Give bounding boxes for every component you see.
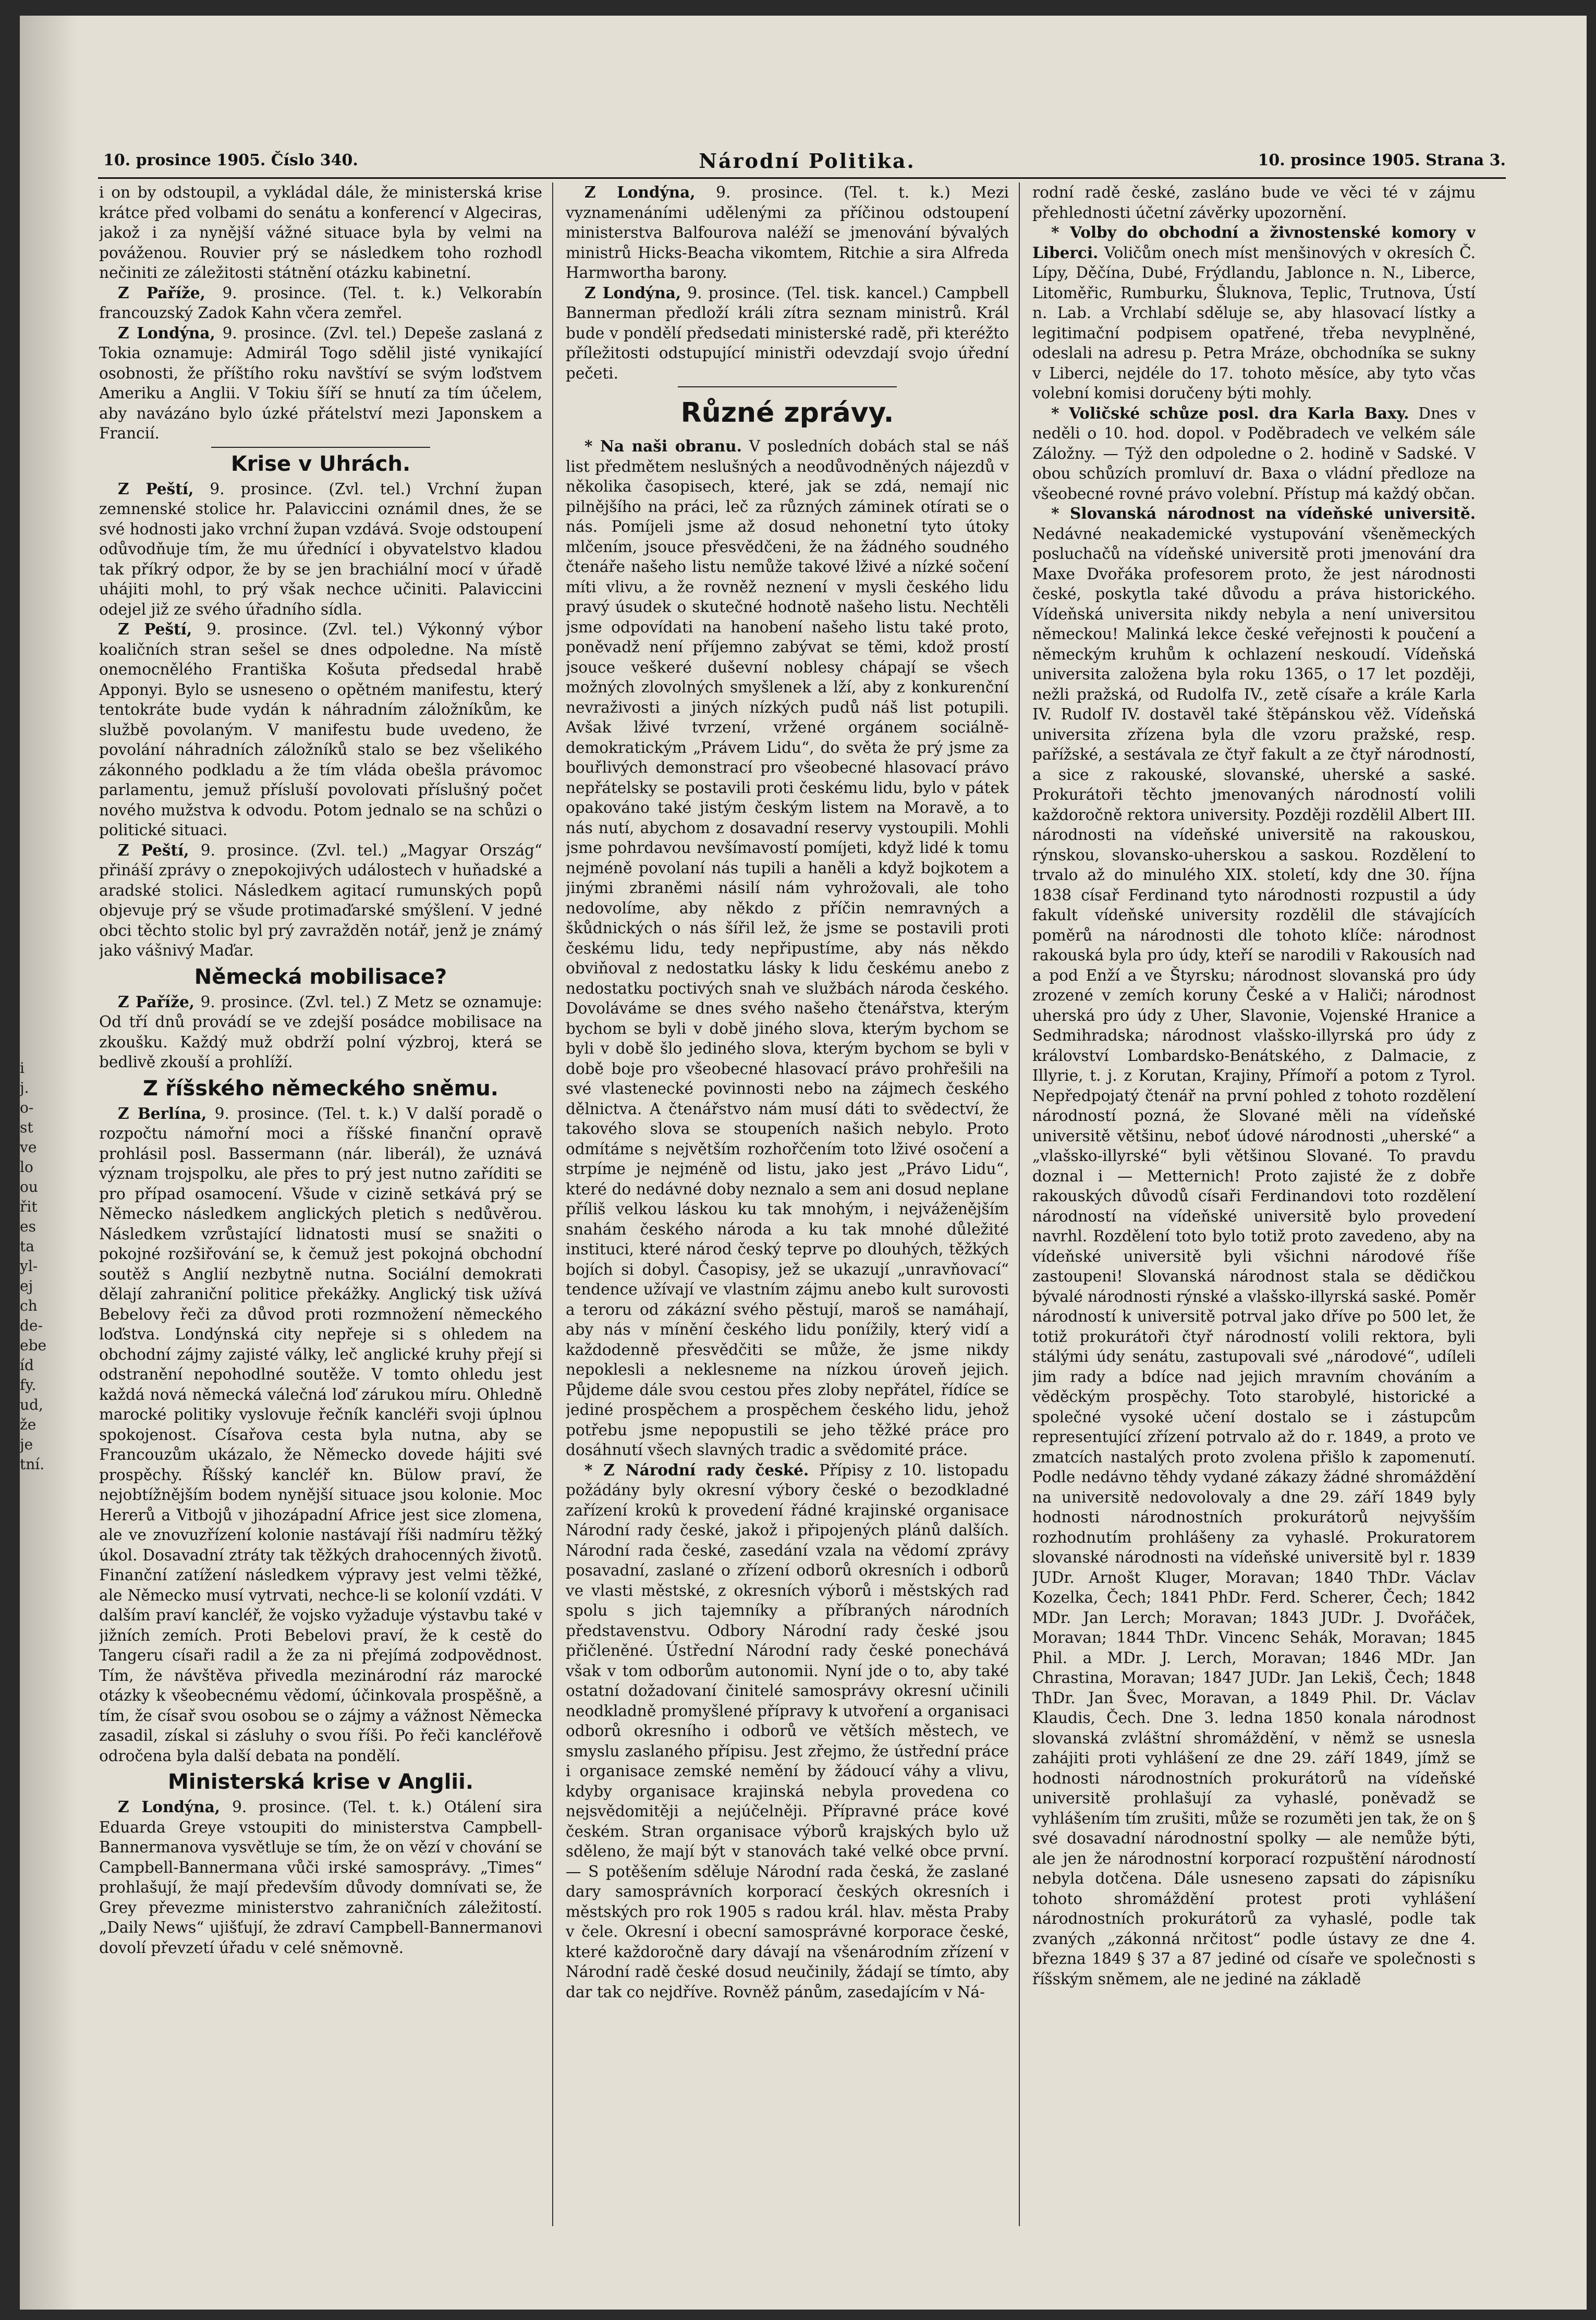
article-paragraph: * Voličské schůze posl. dra Karla Baxy. Dnes v neděli o 10. hod. dopol. v Poděbradech ve velkém sále Záložny. — Týž den odpoledne o 2. hodině v Sadské. V obou schůzích promluví dr. Baxa o vládní předloze na všeobecné rovné právo volební. Přístup má každý občan.	[1032, 404, 1476, 503]
margin-fragment: tní.	[20, 1456, 45, 1473]
margin-fragment: řit	[20, 1198, 38, 1215]
article-paragraph: Z Paříže, 9. prosince. (Tel. t. k.) Velkorabín francouzský Zadok Kahn včera zemřel.	[99, 283, 542, 322]
margin-fragment: de-	[20, 1317, 43, 1334]
article-paragraph: Z Peští, 9. prosince. (Zvl. tel.) Vrchní župan zemnenské stolice hr. Palaviccini oznámil dnes, že se své hodnosti jako vrchní župan vzdává. Svoje odstoupení odůvodňuje tím, že mu úřednící i obyvatelstvo kladou tak příkrý odpor, že by se jen brachiální mocí v úřadě uhájiti mohl, to prý však nechce učiniti. Palaviccini odejel již ze svého úřadního sídla.	[99, 479, 542, 618]
margin-fragment: o-	[20, 1099, 34, 1116]
margin-fragment: že	[20, 1416, 36, 1433]
margin-fragment: yl-	[20, 1257, 38, 1275]
margin-fragment: ej	[20, 1277, 33, 1295]
masthead-title: Národní Politika.	[699, 149, 916, 173]
article-paragraph: Z Londýna, 9. prosince. (Zvl. tel.) Depeše zaslaná z Tokia oznamuje: Admirál Togo sdělil jisté vynikající osobnosti, že příštího roku navštíví se svým loďstvem Ameriku a Anglii. V Tokiu šíří se hnutí za tím účelem, aby navázáno bylo úzké přátelství mezi Japonskem a Francií.	[99, 323, 542, 442]
headline-nemecka-mobilisace: Německá mobilisace?	[194, 964, 447, 989]
article-paragraph: Z Peští, 9. prosince. (Zvl. tel.) „Magyar Ország“ přináší zprávy o znepokojivých událostech v huňadské a aradské stolici. Následkem agitací rumunských popů objevuje prý se všude protimaďarské smýšlení. V jedné obci těchto stolic byl prý zavražděn notář, jenž je známý jako vášnivý Maďar.	[99, 840, 542, 959]
article-paragraph: rodní radě české, zasláno bude ve věci té v zájmu přehlednosti účetní závěrky upozornění.	[1032, 184, 1476, 222]
article-paragraph: * Slovanská národnost na vídeňské universitě. Nedávné neakademické vystupování všeněmeckých posluchačů na vídeňské universitě proti jmenování dra Maxe Dvořáka profesorem proto, že jest národnosti české, poskytla také důvodu a práva historického. Vídeňská universita nikdy nebyla a není universitou německou! Malinká lekce české veřejnosti k poučení a německým kruhům k ochlazení neskoudí. Vídeňská universita založena byla roku 1365, o 17 let později, nežli pražská, od Rudolfa IV., zetě císaře a krále Karla IV. Rudolf IV. dostavěl také štěpánskou věž. Vídeňská universita zřízena byla dle vzoru pražské, resp. pařížské, a sestávala ze čtyř fakult a ze čtyř národností, a sice z rakouské, slovanské, uherské a saské. Prokurátoři těchto jmenovaných národností volili každoročně rektora university. Později rozdělil Albert III. národnosti na vídeňské universitě na rakouskou, rýnskou, slovansko-uherskou a saskou. Rozdělení to trvalo až do minulého XIX. století, kdy dne 30. října 1838 císař Ferdinand tyto národnosti rozpustil a údy fakult vídeňské university rozdělil dle stávajících poměrů na národnosti dle tohoto klíče: národnost rakouská byla pro údy, kteří se narodili v Rakousích nad a pod Enží a ve Štyrsku; národnost slovanská pro údy zrozené v zemích koruny České a v Haliči; národnost uherská pro údy z Uher, Slavonie, Vojenské Hranice a Sedmihradska; národnost vlašsko-illyrská pro údy z království Lombardsko-Benátského, z Dalmacie, z Illyrie, t. j. z Korutan, Krajiny, Přímoří a potom z Tyrol. Nepředpojatý čtenář na první pohled z tohoto rozdělení národností pozná, že Slované měli na vídeňské universitě většinu, neboť údové národnosti „uherské“ a „vlašsko-illyrské“ byli většinou Slované. To pravdu doznal i — Metternich! Proto zajisté že z dobře rakouských důvodů císaři Ferdinandovi toto rozdělení národností na vídeňské universitě bylo provedení navrhl. Rozdělení toto bylo totiž proto zavedeno, aby na vídeňské universitě byli všichni národové říše zastoupeni! Slovanská národnost stala se dědičkou bývalé národnosti rýnské a vlašsko-illyrská saské. Poměr národností k universitě potrval jako dříve po 500 let, že totiž prokurátoři čtyř národností volili rektora, byli stálými údy senátu, zastupovali své „národové“, udíleli jim rady a bdíce nad jejich mravním chováním a věděckým prospěchy. Toto starobylé, historické a společné vysoké učení dostalo se i zástupcům representující zřízení potrvalo až do r. 1849, a proto ve zmatcích nastalých proto zvolena přišlo k zapomenutí. Podle nedávno těhdy vydané zákazy žádné shromáždění na universitě nedovolovaly a dne 29. září 1849 byly hodnosti národnostních prokurátorů nejvyšším rozhodnutím prohlášeny za vyhaslé. Prokuratorem slovanské národnosti na vídeňské universitě byl r. 1839 JUDr. Arnošt Kluger, Moravan; 1840 ThDr. Václav Kozelka, Čech; 1841 PhDr. Ferd. Scherer, Čech; 1842 MDr. Jan Lerch; Moravan; 1843 JUDr. J. Dvořáček, Moravan; 1844 ThDr. Vincenc Sehák, Moravan; 1845 Phil. a MDr. J. Lerch, Moravan; 1846 MDr. Jan Chrastina, Moravan; 1847 JUDr. Jan Lekiš, Čech; 1848 ThDr. Jan Švec, Moravan, a 1849 Phil. Dr. Václav Klaudis, Čech. Dne 3. ledna 1850 konala národnost slovanská zvláštní shromáždění, v němž se usnesla zahájiti proti vyhlášení ze dne 29. září 1849, jímž se hodnosti národnostních prokurátorů na vídeňské universitě prohlašují za vyhaslé, poněvadž se vyhlášením tím zrušiti, může se rozuměti jen tak, že on § své dosavadní národnostní spolky — ale nemůže býti, ale jen že národnostní korporací rozpuštění národností nebyla dotčena. Dále usneseno zapsati do zápisníku tohoto shromáždění protest proti vyhlášení národnostních prokurátorů za vyhaslé, podle tak zvaných „zákonná nrčitost“ podle ústavy ze dne 4. března 1849 § 37 a 87 jediné od císaře ve společnosti s říšským sněmem, ale ne jediné na základě	[1032, 504, 1476, 1988]
header-date-page: 10. prosince 1905. Strana 3.	[1258, 151, 1506, 169]
headline-krise-v-uhrach: Krise v Uhrách.	[230, 451, 411, 476]
margin-fragment: ch	[20, 1297, 38, 1314]
margin-fragment: es	[20, 1218, 36, 1235]
section-rule	[678, 386, 897, 387]
page-header	[98, 146, 1506, 179]
margin-fragment: j.	[20, 1079, 29, 1096]
margin-fragment: je	[20, 1436, 33, 1453]
section-rule	[211, 447, 430, 448]
article-paragraph: Z Paříže, 9. prosince. (Zvl. tel.) Z Metz se oznamuje: Od tří dnů provádí se ve zdejší posádce mobilisace na zkoušku. Každý muž obdrží polní výzbroj, která se bedlivě zkouší a prohlíží.	[99, 992, 542, 1071]
article-paragraph: i on by odstoupil, a vykládal dále, že ministerská krise krátce před volbami do senátu a konferencí v Algeciras, jakož i za nynější vážné situace byla by velmi na pováženou. Rouvier prý se následkem toho rozhodl nečiniti ze záležitosti státnění otázku kabinetní.	[99, 184, 542, 282]
margin-fragment: ud,	[20, 1396, 43, 1413]
margin-fragment: st	[20, 1119, 33, 1136]
margin-fragment: íd	[20, 1357, 34, 1374]
article-paragraph: Z Londýna, 9. prosince. (Tel. t. k.) Otálení sira Eduarda Greye vstoupiti do ministerstva Campbell-Bannermanova vysvětluje se tím, že on vězí v chování se Campbell-Bannermana vůči irské samosprávy. „Times“ prohlašují, že mají především důvody domnívati se, že Grey převezme ministerstvo zahraničních záležitostí. „Daily News“ ujišťují, že zdraví Campbell-Bannermanovi dovolí převzetí úřadu v celé sněmovně.	[99, 1798, 542, 1957]
newspaper-page	[20, 16, 1587, 2310]
margin-fragment: ebe	[20, 1337, 47, 1354]
article-paragraph: Z Londýna, 9. prosince. (Tel. tisk. kancel.) Campbell Bannerman předloží králi zítra seznam ministrů. Král bude v pondělí předsedati ministerské radě, při kteréžto příležitosti odstupující ministři odevzdají svojo úřední pečeti.	[566, 283, 1009, 382]
column-1	[99, 182, 542, 2247]
article-paragraph: Z Berlína, 9. prosince. (Tel. t. k.) V další poradě o rozpočtu námořní moci a říšské finanční opravě prohlásil posl. Bassermann (nár. liberál), že uznává význam trojspolku, ale přes to prý jest nutno zaříditi se pro případ osamocení. Všude v cizině setkává prý se Německo následkem anglických pletich s nedůvěrou. Následkem vzrůstající lidnatosti musí se snažiti o pokojné rozšiřování se, k čemuž jest pokojná obchodní soutěž s Anglií nezbytně nutna. Sociální demokrati dělají zahraniční politice překážky. Anglický tisk užívá Bebelovy řeči za důvod proti rozmnožení německého loďstva. Londýnská city nepřeje si s ohledem na obchodní zájmy zajisté války, leč anglické kruhy přejí si odstranění nepohodlné soutěže. V tomto ohledu jest každá nová německá válečná loď zárukou míru. Ohledně marocké politiky vyslovuje řečník kancléři svoji úplnou spokojenost. Císařova cesta byla nutna, aby se Francouzům ukázalo, že Německo dovede hájiti své prospěchy. Říšský kancléř kn. Bülow praví, že nejobtížnějším bodem nynější situace jsou kolonie. Moc Hererů a Vitbojů v jihozápadní Africe jest sice zlomena, ale ve znovuzřízení kolonie nastávají říši nadmíru těžký úkol. Dosavadní ztráty tak těžkých drahocenných životů. Finanční zatížení následkem výpravy jest velmi těžké, ale Německo musí vytrvati, nechce-li se koloníí vzdáti. V dalším praví kancléř, že vojsko vyžaduje výstavbu také v jižních zemích. Proti Bebelovi praví, že k cestě do Tangeru císaři radil a že za ni přejímá zodpovědnost. Tím, že návštěva přivedla mezinárodní ráz marocké otázky k všeobecnému vědomí, účinkovala prospěšně, a tím, že císař svou osobou se o zájmy a vážnost Německa zasadil, získal si zásluhy o svou říši. Po řeči kancléřově odročena byla další debata na pondělí.	[99, 1104, 542, 1765]
margin-fragment: fy.	[20, 1376, 36, 1394]
headline-ruzne-zpravy: Různé zprávy.	[680, 397, 894, 429]
headline-risskeho-snemu: Z říšského německého sněmu.	[143, 1076, 498, 1101]
column-3	[1032, 182, 1476, 2247]
article-paragraph: * Volby do obchodní a živnostenské komory v Liberci. Voličům onech míst menšinových v okresích Č. Lípy, Děčína, Dubé, Frýdlandu, Jablonce n. N., Liberce, Litoměřic, Rumburku, Šluknova, Teplic, Trutnova, Ústí n. Lab. a Vrchlabí sděluje se, aby hlasovací lístky a legitimační podpisem opatřené, třeba nevyplněné, odeslali na adresu p. Petra Mráze, obchodníka se sukny v Liberci, nejdéle do 17. tohoto měsíce, aby tyto včas volební komisi doručeny býti mohly.	[1032, 223, 1476, 402]
column-divider	[1019, 182, 1020, 2226]
header-date-issue: 10. prosince 1905. Číslo 340.	[103, 151, 358, 169]
margin-fragment: ou	[20, 1178, 38, 1195]
headline-krise-v-anglii: Ministerská krise v Anglii.	[167, 1770, 474, 1794]
article-paragraph: * Z Národní rady české. Přípisy z 10. listopadu požádány byly okresní výbory české o bezodkladné zařízení krokû k provedení řádné krajinské organisace Národní rady české, jakož i připojených plánů dalších. Národní rada české, zasedání vzala na vědomí zprávy posavadní, zaslané o zřízení odborů okresních i odborů ve vlasti městské, z okresních výborů i městských rad spolu s jich tajemníky a příbraných národních představenstvu. Odbory Národní rady české jsou přičleněné. Ústřední Národní rady české ponechává však v tom odborům autonomii. Nyní jde o to, aby také ostatní dožadovaní činitelé samosprávy okresní učinili neodkladně promyšlené přípravy k utvoření a organisaci odborů okresního i odborů ve větších městech, ve smyslu zaslaného přípisu. Jest zřejmo, že ústřední práce i organisace zemské nemění by žádoucí váhy a vlivu, kdyby organisace krajinská nebyla provedena co nejsvědomitěji a nejúčelněji. Přípravné práce kové českém. Stran organisace výborů krajských bylo už sděleno, že mají být v stanovách také velké obce první. — S potěšením sděluje Národní rada česká, že zaslané dary samosprávních korporací českých okresních i městských pro rok 1905 s radou král. hlav. města Praby v čele. Okresní i obecní samosprávné korporace české, které každoročně dary dávají na všenárodním zřízení v Národní radě české dosud neučinily, žádají se tímto, aby dar tak co nejdříve. Rovněž pánům, zasedajícím v Ná-	[566, 1460, 1009, 2001]
article-paragraph: Z Peští, 9. prosince. (Zvl. tel.) Výkonný výbor koaličních stran sešel se dnes odpoledne. Na místě onemocnělého Františka Košuta předsedal hrabě Apponyi. Bylo se usneseno o opětném manifestu, který tentokráte bude vydán k náhradním záložníkům, ke službě povolaným. V manifestu bude uvedeno, že povolání náhradních záložníků stalo se bez všelikého zákonného podkladu a že tím vláda obešla právomoc parlamentu, jemuž přísluší povolovati příslušný počet nového mužstva k odvodu. Potom jednalo se na schůzi o politické situaci.	[99, 620, 542, 839]
column-2	[566, 182, 1009, 2247]
margin-fragment: ta	[20, 1238, 34, 1255]
article-paragraph: Z Londýna, 9. prosince. (Tel. t. k.) Mezi vyznamenáními udělenými za příčinou odstoupení ministerstva Balfourova naléží se jmenování bývalých ministrů Hicks-Beacha vikomtem, Ritchie a sira Alfreda Harmwortha barony.	[566, 183, 1009, 282]
article-paragraph: * Na naši obranu. V posledních dobách stal se náš list předmětem neslušných a neodůvodněných nájezdů v několika časopisech, které, jak se zdá, nemají nic pilnějšího na práci, leč za různých záminek otírati se o nás. Pomíjeli jsme až dosud nehonetní tyto útoky mlčením, jsouce přesvědčeni, že na žádného soudného čtenáře našeho listu nemůže takové lživé a nízké sočení míti vlivu, a že rovněž neznení v mysli českého lidu pravý úsudek o skutečné hodnotě našeho listu. Nechtěli jsme odpovídati na hanobení našeho listu také proto, poněvadž není příjemno zabývat se těmi, kdož prostí jsouce veškeré duševní noblesy chápají se všech možných zlovolných smyšlenek a lží, aby z konkurenční nevraživosti a jiných nízkých pudů náš list potupili. Avšak lživé tvrzení, vržené orgánem sociálně-demokratickým „Právem Lidu“, do světa že prý jsme za bouřlivých demonstrací pro všeobecné hlasovací právo nepřátelsky se postavili proti českému lidu, bylo v pátek opakováno také jistým českým listem na Moravě, a to nás nutí, abychom z dosavadní reservy vystoupili. Mohli jsme pohrdavou nevšímavostí pomíjeti, když lidé k tomu nejméně povolaní nás tupili a haněli a když bojkotem a jinými zbraněmi násilí nám vyhrožovali, ale toho nedovolíme, aby někdo z příčin nemravných a škůdnických o nás šířil lež, že jsme se postavili proti českému lidu, tedy nepřipustíme, aby nás někdo obviňoval z nedostatku lásky k lidu českému anebo z nedostatku poctivých snah ve službách národa českého. Dovoláváme se dnes svého našeho čtenářstva, kterým bychom se byli v době jiného slova, kterým bychom se byli v době šlo jediného slova, kterým bychom se byli v době boje pro všeobecné hlasovací právo prohřešili na své vlastenecké povinnosti nebo na zájmech českého dělnictva. A čtenářstvo nám musí dáti to svědectví, že takového slova se stoupeních našich nebylo. Proto odmítáme s největším rozhořčením toto lživé osočení a strpíme je nejméně od listu, jako jest „Právo Lidu“, které do nedávné doby neznalo a sem ani dosud neplane příliš velkou láskou ku tak mnohým, i nejváženějším snahám českého národa a ku tak mnohé důležité instituci, které národ český teprve po dlouhých, těžkých bojích si dobyl. Časopisy, jež se ukazují „unravňovací“ tendence užívají ve vlastním zájmu anebo kult surovosti a teroru od zákázní svého pěstují, maroš se namáhají, aby nás v mínění českého lidu ponížily, který vidí a každodenně přesvědčiti se může, že jsme nikdy nepoklesli a neklesneme na nízkou úroveň jejich. Půjdeme dále svou cestou přes zloby nepřátel, řídíce se jediné prospěchem a prospěchem českého lidu, jehož potřebu jsme nepopustili se jeho těžké práce pro dosáhnutí všech slavných tradic a svědomité práce.	[566, 437, 1009, 1459]
margin-fragment: lo	[20, 1158, 33, 1176]
column-divider	[552, 182, 553, 2226]
margin-fragment: i	[20, 1059, 25, 1077]
margin-fragment: ve	[20, 1139, 37, 1156]
adjacent-page-text-fragments	[20, 1058, 77, 2257]
